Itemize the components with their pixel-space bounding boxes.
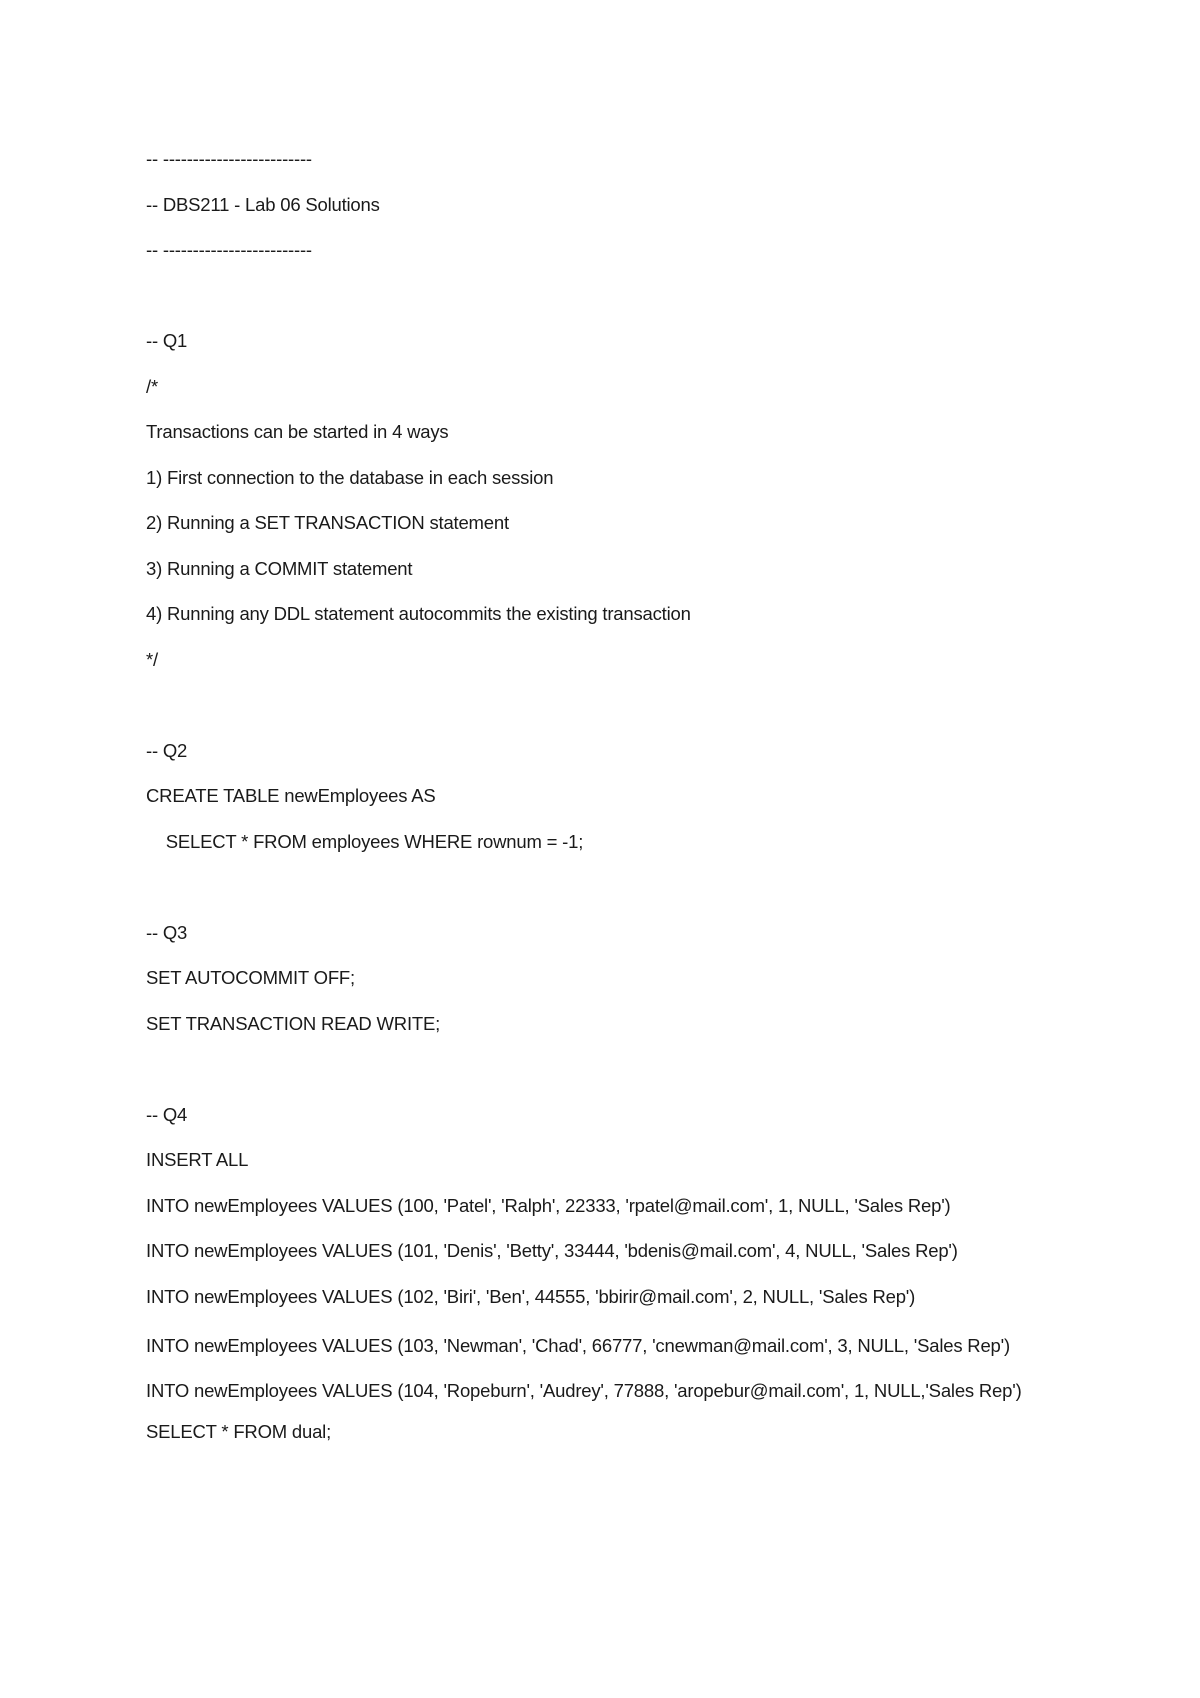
- code-line: INSERT ALL: [146, 1149, 249, 1170]
- comment-text: Transactions can be started in 4 ways: [146, 421, 449, 442]
- header-rule-top: -- -------------------------: [146, 148, 312, 169]
- document-body: [146, 148, 1076, 1467]
- comment-close: */: [146, 648, 158, 670]
- section-heading-q3: -- Q3: [146, 921, 188, 943]
- section-heading-q1: -- Q1: [146, 330, 188, 351]
- comment-list-item: 1) First connection to the database in each session: [146, 466, 554, 488]
- code-line: SELECT * FROM dual;: [146, 1421, 332, 1442]
- code-line: INTO newEmployees VALUES (100, 'Patel', 'Ralph', 22333, 'rpatel@mail.com', 1, NULL, 'Sales Rep'): [146, 1194, 951, 1216]
- code-line: INTO newEmployees VALUES (102, 'Biri', 'Ben', 44555, 'bbirir@mail.com', 2, NULL, 'Sales Rep'): [146, 1285, 916, 1307]
- code-line: SELECT * FROM employees WHERE rownum = -1;: [146, 830, 584, 852]
- comment-list-item: 3) Running a COMMIT statement: [146, 557, 413, 579]
- code-line: INTO newEmployees VALUES (104, 'Ropeburn', 'Audrey', 77888, 'aropebur@mail.com', 1, NULL,'Sales Rep'): [146, 1380, 1022, 1401]
- blank-line: [146, 1058, 1076, 1104]
- comment-list-item: 4) Running any DDL statement autocommits the existing transaction: [146, 603, 691, 624]
- section-heading-q4: -- Q4: [146, 1103, 188, 1125]
- comment-list-item: 2) Running a SET TRANSACTION statement: [146, 512, 509, 533]
- code-line: SET AUTOCOMMIT OFF;: [146, 967, 355, 988]
- blank-line: [146, 285, 1076, 331]
- code-line: INTO newEmployees VALUES (103, 'Newman', 'Chad', 66777, 'cnewman@mail.com', 3, NULL, 'Sales Rep'): [146, 1335, 1010, 1356]
- section-heading-q2: -- Q2: [146, 739, 188, 761]
- code-line: INTO newEmployees VALUES (101, 'Denis', 'Betty', 33444, 'bdenis@mail.com', 4, NULL, 'Sales Rep'): [146, 1240, 958, 1261]
- document-title: -- DBS211 - Lab 06 Solutions: [146, 193, 380, 215]
- code-line: SET TRANSACTION READ WRITE;: [146, 1012, 441, 1034]
- code-line: CREATE TABLE newEmployees AS: [146, 785, 436, 806]
- blank-line: [146, 876, 1076, 922]
- comment-open: /*: [146, 375, 158, 397]
- blank-line: [146, 694, 1076, 740]
- header-rule-bottom: -- -------------------------: [146, 239, 312, 260]
